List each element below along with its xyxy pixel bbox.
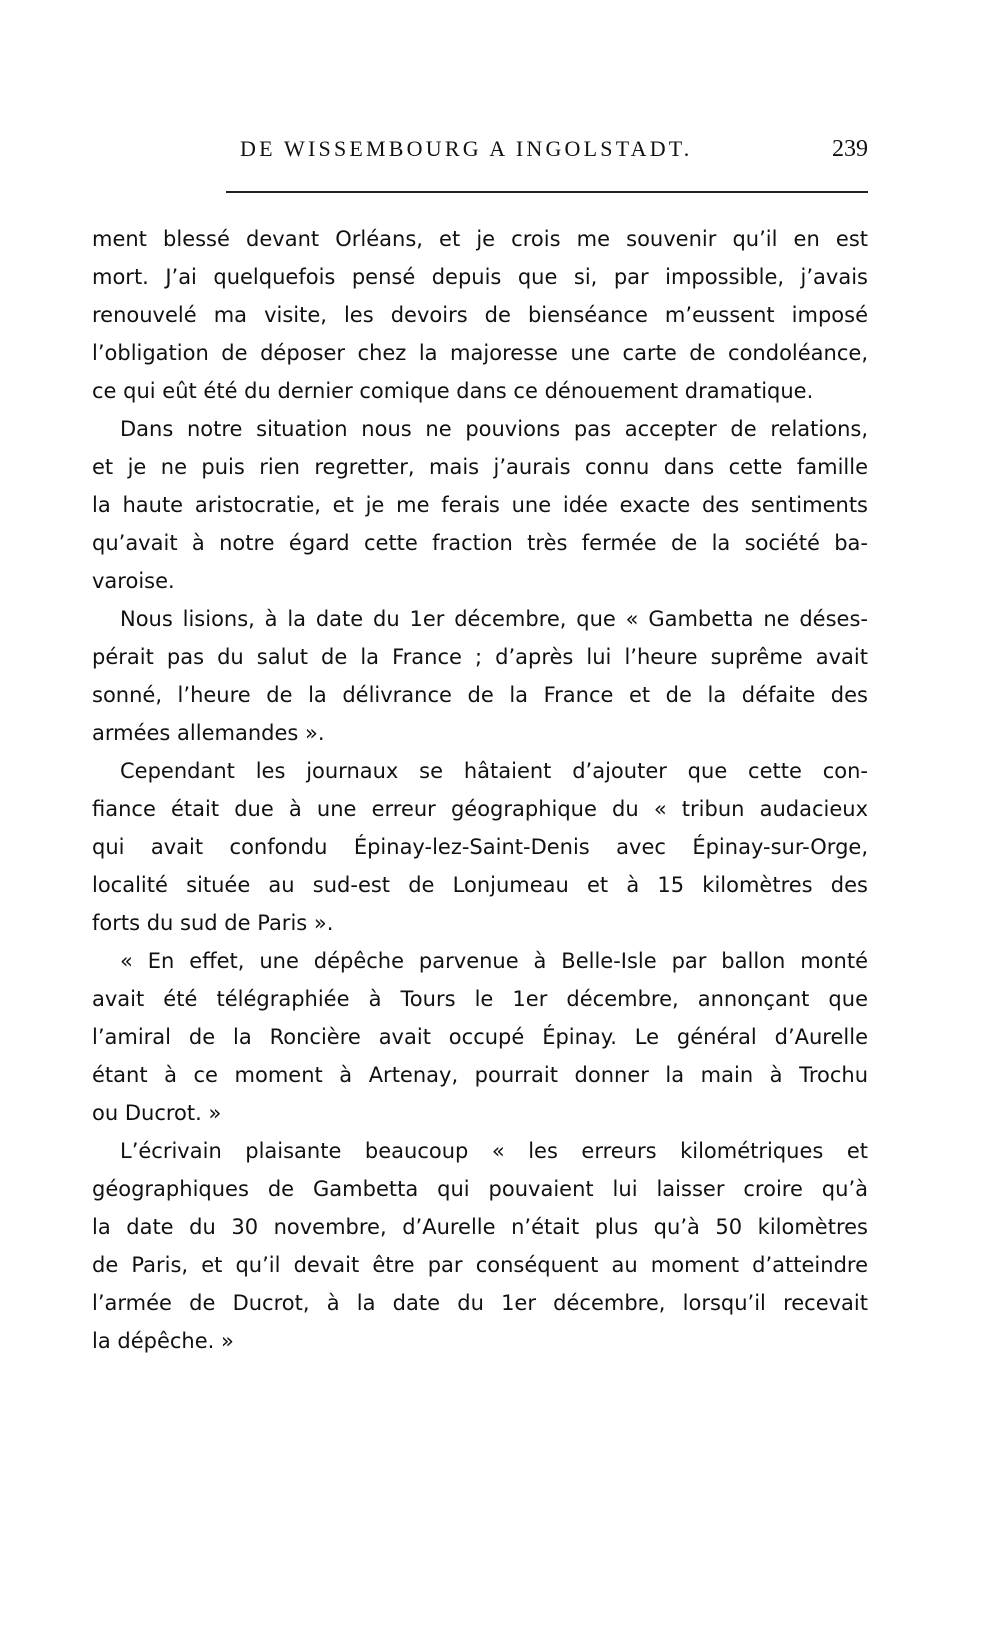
- text-line: la dépêche. »: [92, 1329, 234, 1353]
- text-line: la date du 30 novembre, d’Aurelle n’était plus qu’à 50 kilomètres: [92, 1215, 868, 1239]
- text-line: Nous lisions, à la date du 1er décembre, que « Gambetta ne déses-: [120, 607, 868, 631]
- text-line: Cependant les journaux se hâtaient d’ajouter que cette con-: [120, 759, 868, 783]
- text-line: l’amiral de la Roncière avait occupé Épinay. Le général d’Aurelle: [92, 1025, 868, 1049]
- text-line: géographiques de Gambetta qui pouvaient lui laisser croire qu’à: [92, 1177, 868, 1201]
- text-line: ou Ducrot. »: [92, 1101, 222, 1125]
- text-line: avait été télégraphiée à Tours le 1er décembre, annonçant que: [92, 987, 868, 1011]
- text-line: localité située au sud-est de Lonjumeau et à 15 kilomètres des: [92, 873, 868, 897]
- text-line: étant à ce moment à Artenay, pourrait donner la main à Trochu: [92, 1063, 868, 1087]
- text-line: qui avait confondu Épinay-lez-Saint-Denis avec Épinay-sur-Orge,: [92, 835, 868, 859]
- text-line: et je ne puis rien regretter, mais j’aurais connu dans cette famille: [92, 455, 868, 479]
- header-rule: [226, 191, 868, 193]
- text-line: ce qui eût été du dernier comique dans ce dénouement dramatique.: [92, 379, 814, 403]
- body-text: [92, 220, 868, 1360]
- text-line: armées allemandes ».: [92, 721, 325, 745]
- text-line: l’armée de Ducrot, à la date du 1er décembre, lorsqu’il recevait: [92, 1291, 868, 1315]
- text-line: Dans notre situation nous ne pouvions pas accepter de relations,: [120, 417, 868, 441]
- text-line: l’obligation de déposer chez la majoresse une carte de condoléance,: [92, 341, 868, 365]
- text-line: de Paris, et qu’il devait être par conséquent au moment d’atteindre: [92, 1253, 868, 1277]
- text-line: fiance était due à une erreur géographique du « tribun audacieux: [92, 797, 868, 821]
- text-line: la haute aristocratie, et je me ferais une idée exacte des sentiments: [92, 493, 868, 517]
- text-line: L’écrivain plaisante beaucoup « les erreurs kilométriques et: [120, 1139, 868, 1163]
- text-line: qu’avait à notre égard cette fraction très fermée de la société ba-: [92, 531, 868, 555]
- running-head: DE WISSEMBOURG A INGOLSTADT.: [240, 136, 693, 161]
- text-line: sonné, l’heure de la délivrance de la France et de la défaite des: [92, 683, 868, 707]
- text-line: « En effet, une dépêche parvenue à Belle-Isle par ballon monté: [120, 949, 868, 973]
- text-line: pérait pas du salut de la France ; d’après lui l’heure suprême avait: [92, 645, 868, 669]
- text-line: mort. J’ai quelquefois pensé depuis que si, par impossible, j’avais: [92, 265, 868, 289]
- text-line: ment blessé devant Orléans, et je crois me souvenir qu’il en est: [92, 227, 868, 251]
- page-number: 239: [832, 136, 868, 162]
- text-line: varoise.: [92, 569, 175, 593]
- text-line: forts du sud de Paris ».: [92, 911, 334, 935]
- text-line: renouvelé ma visite, les devoirs de bienséance m’eussent imposé: [92, 303, 868, 327]
